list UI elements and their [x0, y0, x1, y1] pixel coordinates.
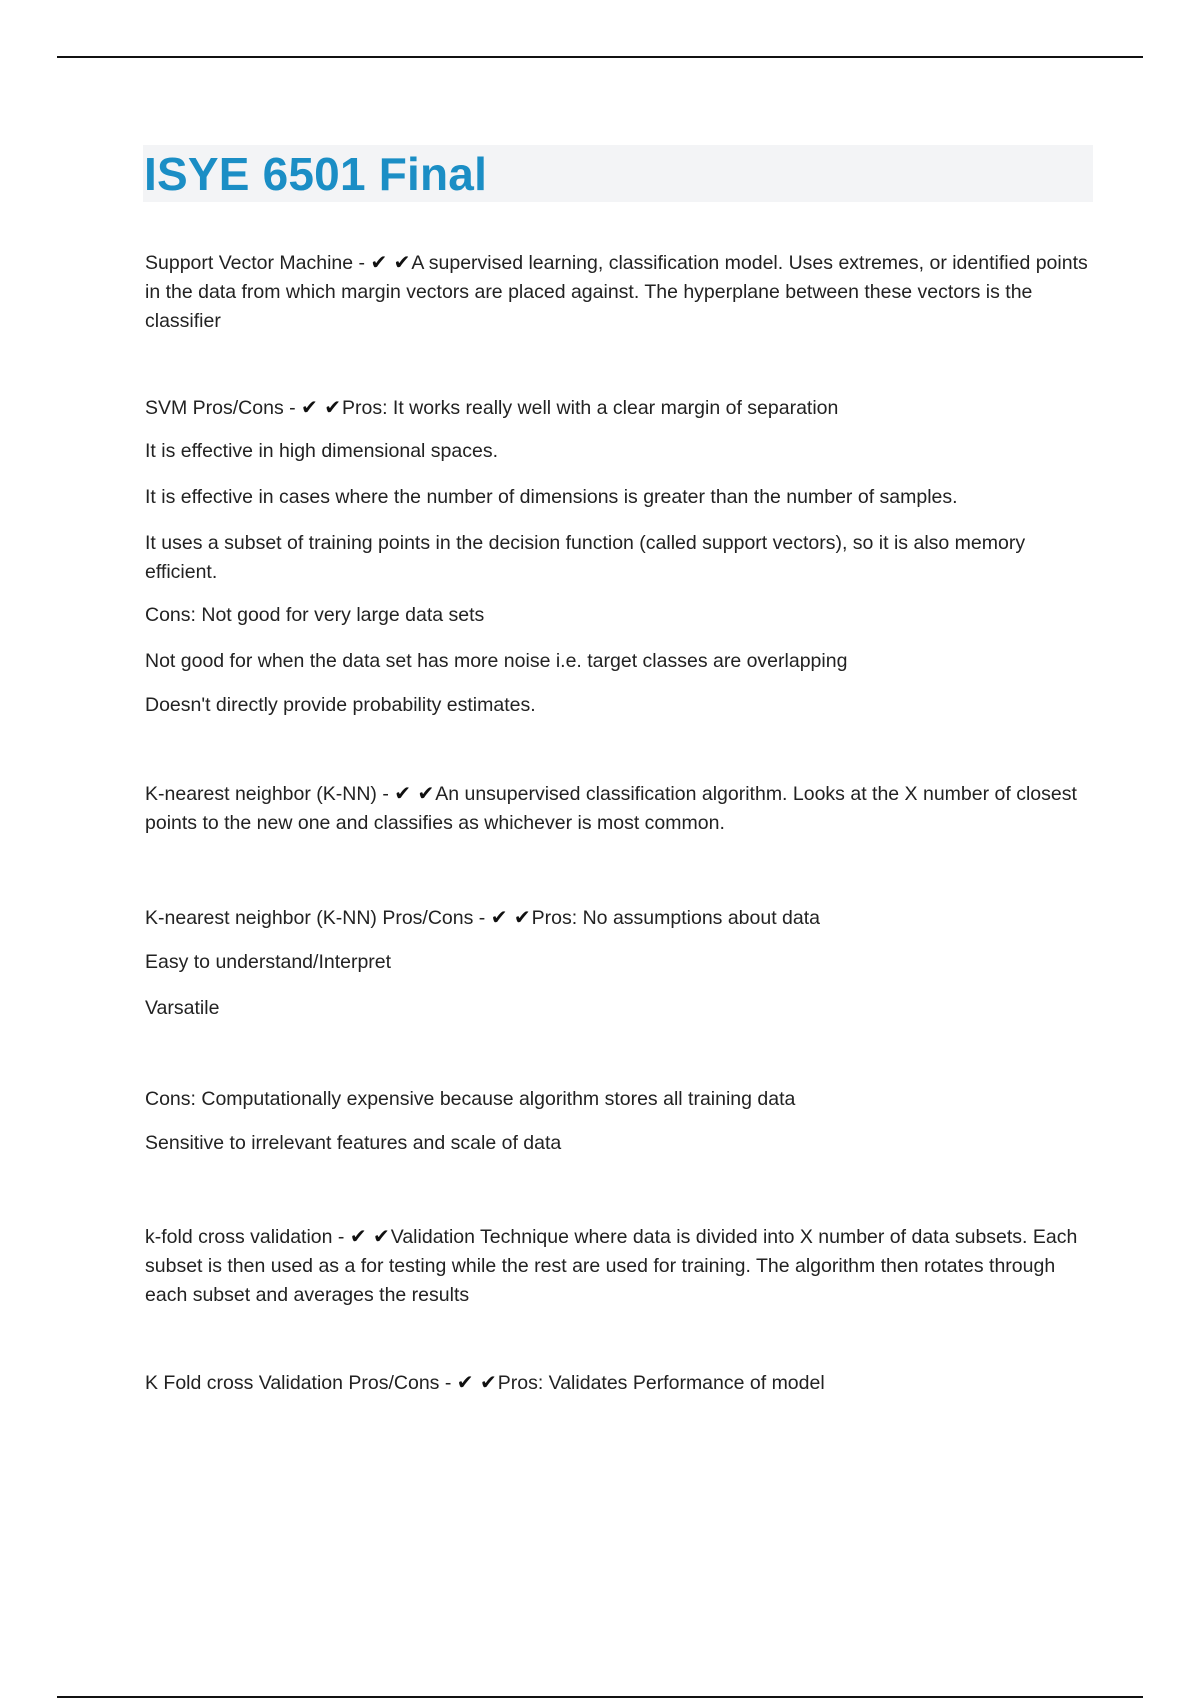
entry-definition: Validation Technique where data is divided into X number of data subsets. Each subset is then used as a for testing while the rest are used for training. The algorithm then rotates through each subset and averages the results	[145, 1226, 1078, 1306]
continuation-line: Doesn't directly provide probability estimates.	[145, 694, 536, 716]
continuation-line: Varsatile	[145, 997, 220, 1019]
entry-kfold	[145, 1222, 1095, 1310]
check-icon: ✔	[393, 250, 411, 274]
entry-definition: A supervised learning, classification model. Uses extremes, or identified points in the data from which margin vectors are placed against. The hyperplane between these vectors is the classifier	[145, 252, 1088, 332]
continuation-line: It uses a subset of training points in the decision function (called support vectors), so it is also memory efficient.	[145, 532, 1026, 583]
check-icon: ✔	[456, 1370, 474, 1394]
entry-definition: An unsupervised classification algorithm. Looks at the X number of closest points to the new one and classifies as whichever is most common.	[145, 783, 1077, 834]
entry-kfold-pros-cons	[145, 1368, 1095, 1398]
entry-term: K Fold cross Validation Pros/Cons -	[145, 1372, 457, 1394]
entry-term: SVM Pros/Cons -	[145, 397, 302, 419]
document-title: ISYE 6501 Final	[144, 148, 488, 200]
check-icon: ✔	[370, 250, 388, 274]
continuation-line: It is effective in cases where the number of dimensions is greater than the number of samples.	[145, 486, 958, 508]
check-icon: ✔	[301, 395, 318, 419]
continuation-line: Sensitive to irrelevant features and scale of data	[145, 1132, 562, 1154]
check-icon: ✔	[394, 781, 412, 805]
check-icon: ✔	[349, 1224, 367, 1248]
document-body	[145, 248, 1095, 1398]
check-icon: ✔	[373, 1224, 390, 1248]
entry-definition: Pros: Validates Performance of model	[497, 1372, 825, 1394]
continuation-line: Easy to understand/Interpret	[145, 951, 392, 973]
top-rule	[57, 56, 1143, 58]
continuation-line: Cons: Not good for very large data sets	[145, 604, 485, 626]
bottom-rule	[57, 1696, 1143, 1698]
entry-term: k-fold cross validation -	[145, 1226, 350, 1248]
continuation-line: Not good for when the data set has more noise i.e. target classes are overlapping	[145, 650, 848, 672]
entry-definition: Pros: It works really well with a clear margin of separation	[342, 397, 839, 419]
entry-term: K-nearest neighbor (K-NN) -	[145, 783, 395, 805]
entry-term: K-nearest neighbor (K-NN) Pros/Cons -	[145, 907, 491, 929]
check-icon: ✔	[417, 781, 435, 805]
continuation-line: It is effective in high dimensional spaces.	[145, 440, 498, 462]
entry-term: Support Vector Machine -	[145, 252, 371, 274]
entry-definition: Pros: No assumptions about data	[531, 907, 821, 929]
entry-svm	[145, 248, 1095, 336]
continuation-line: Cons: Computationally expensive because algorithm stores all training data	[145, 1088, 796, 1110]
check-icon: ✔	[490, 905, 508, 929]
check-icon: ✔	[324, 395, 341, 419]
check-icon: ✔	[513, 905, 531, 929]
entry-knn	[145, 779, 1095, 838]
entry-knn-pros-cons	[145, 903, 1095, 933]
entry-svm-pros-cons	[145, 393, 1095, 423]
check-icon: ✔	[479, 1370, 497, 1394]
